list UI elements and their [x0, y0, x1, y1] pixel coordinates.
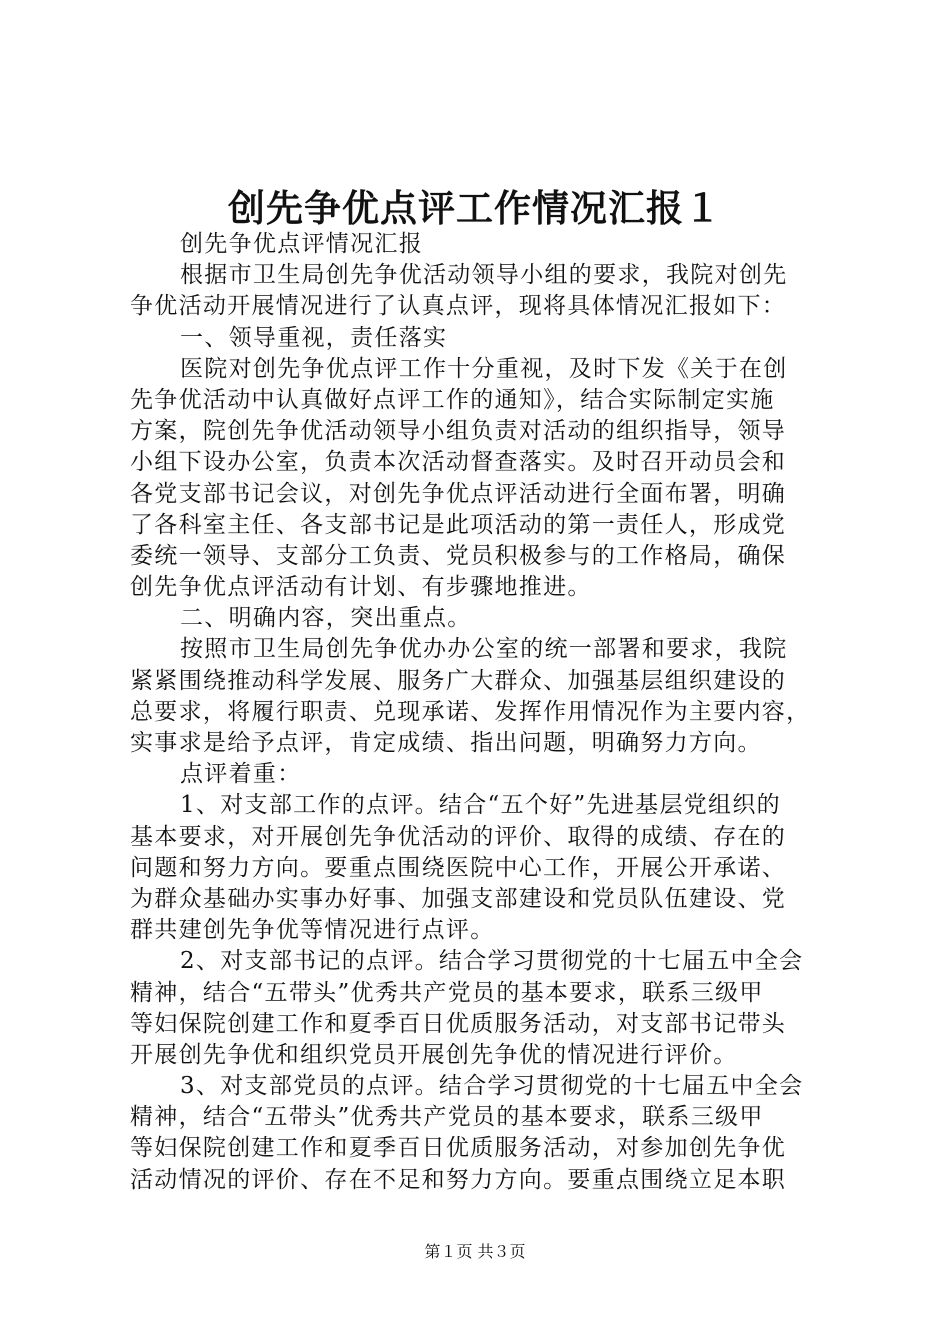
text-line: 3、对支部党员的点评。结合学习贯彻党的十七届五中全会 — [180, 1073, 804, 1100]
text-line: 精神，结合“五带头”优秀共产党员的基本要求，联系三级甲 — [130, 979, 764, 1006]
text-line: 医院对创先争优点评工作十分重视，及时下发《关于在创 — [180, 355, 788, 382]
text-line: 先争优活动中认真做好点评工作的通知》，结合实际制定实施 — [130, 386, 775, 413]
text-line: 点评着重： — [180, 761, 302, 788]
text-line: 创先争优点评情况汇报 — [180, 231, 423, 257]
text-line: 实事求是给予点评，肯定成绩、指出问题，明确努力方向。 — [130, 730, 762, 756]
text-line: 创先争优点评活动有计划、有步骤地推进。 — [130, 574, 592, 601]
text-line: 一、领导重视，责任落实 — [180, 324, 448, 351]
text-line: 活动情况的评价、存在不足和努力方向。要重点围绕立足本职 — [130, 1166, 787, 1193]
text-line: 总要求，将履行职责、兑现承诺、发挥作用情况作为主要内容， — [130, 698, 811, 725]
text-line: 等妇保院创建工作和夏季百日优质服务活动，对支部书记带头 — [130, 1010, 787, 1037]
text-line: 根据市卫生局创先争优活动领导小组的要求，我院对创先 — [180, 262, 788, 289]
text-line: 群共建创先争优等情况进行点评。 — [130, 917, 495, 944]
text-line: 问题和努力方向。要重点围绕医院中心工作，开展公开承诺、 — [130, 854, 787, 881]
text-line: 了各科室主任、各支部书记是此项活动的第一责任人，形成党 — [130, 511, 787, 538]
text-line: 1、对支部工作的点评。结合“五个好”先进基层党组织的 — [180, 792, 781, 819]
text-line: 开展创先争优和组织党员开展创先争优的情况进行评价。 — [130, 1041, 738, 1068]
text-line: 方案，院创先争优活动领导小组负责对活动的组织指导，领导 — [130, 418, 787, 445]
text-line: 紧紧围绕推动科学发展、服务广大群众、加强基层组织建设的 — [130, 667, 787, 694]
text-line: 2、对支部书记的点评。结合学习贯彻党的十七届五中全会 — [180, 948, 804, 975]
page-footer: 第１页 共３页 — [424, 1242, 526, 1261]
text-line: 小组下设办公室，负责本次活动督查落实。及时召开动员会和 — [130, 449, 787, 476]
text-line: 精神，结合“五带头”优秀共产党员的基本要求，联系三级甲 — [130, 1104, 764, 1131]
text-line: 基本要求，对开展创先争优活动的评价、取得的成绩、存在的 — [130, 823, 787, 850]
text-line: 争优活动开展情况进行了认真点评，现将具体情况汇报如下： — [130, 293, 787, 320]
text-line: 委统一领导、支部分工负责、党员积极参与的工作格局，确保 — [130, 542, 787, 569]
text-line: 为群众基础办实事办好事、加强支部建设和党员队伍建设、党 — [130, 885, 787, 912]
document-body — [130, 229, 830, 1196]
text-line: 等妇保院创建工作和夏季百日优质服务活动，对参加创先争优 — [130, 1135, 787, 1162]
text-line: 各党支部书记会议，对创先争优点评活动进行全面布署，明确 — [130, 480, 787, 507]
document-title: 创先争优点评工作情况汇报１ — [228, 186, 722, 230]
text-line: 二、明确内容，突出重点。 — [180, 605, 472, 632]
text-line: 按照市卫生局创先争优办办公室的统一部署和要求，我院 — [180, 636, 788, 663]
